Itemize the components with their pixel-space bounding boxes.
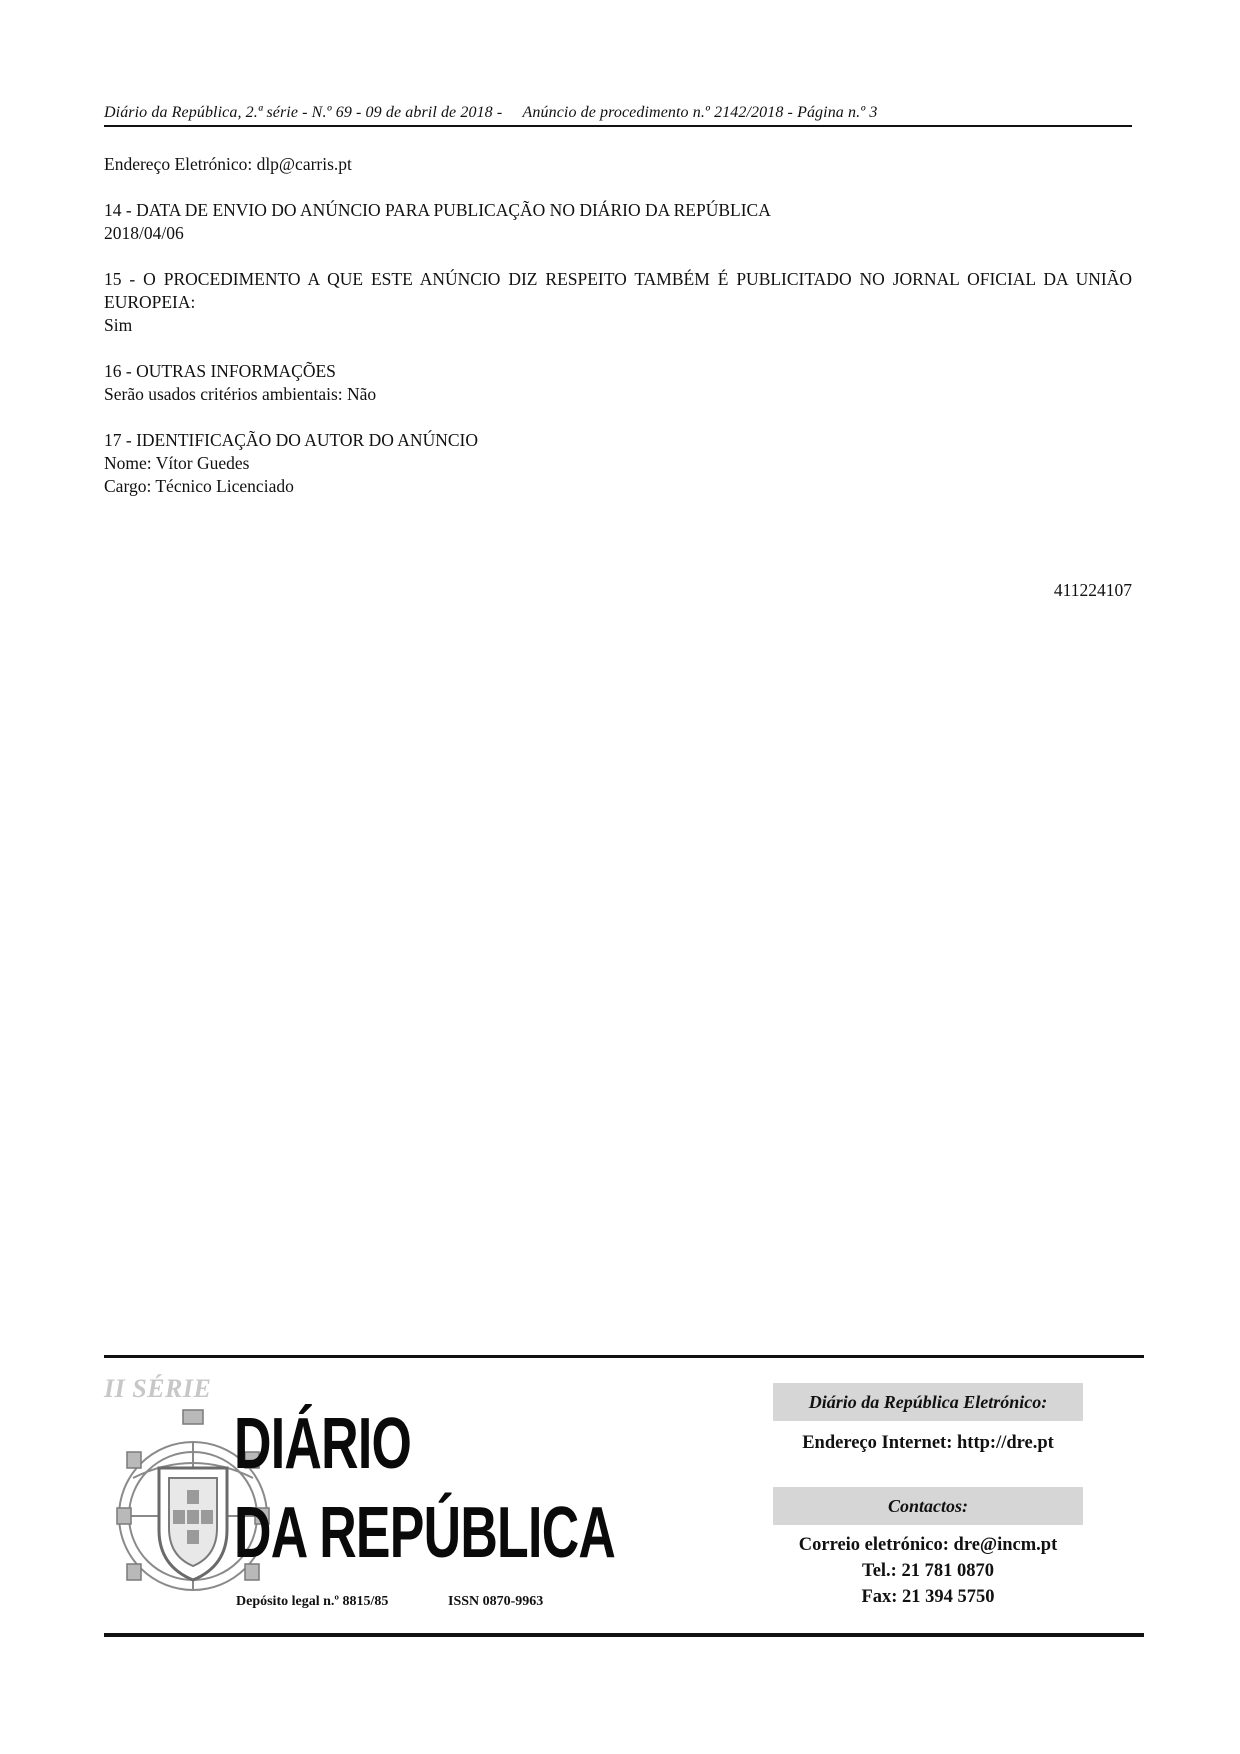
- contact-email: Correio eletrónico: dre@incm.pt: [798, 1535, 1058, 1555]
- section-16-value: Serão usados critérios ambientais: Não: [104, 384, 377, 404]
- section-16-title: 16 - OUTRAS INFORMAÇÕES: [104, 361, 336, 381]
- section-16: [104, 360, 1132, 406]
- section-17-role: Cargo: Técnico Licenciado: [104, 476, 294, 496]
- email-line: Endereço Eletrónico: dlp@carris.pt: [104, 154, 352, 174]
- section-14: [104, 199, 1132, 245]
- document-id: 411224107: [1053, 580, 1132, 600]
- footer-rule-bottom: [104, 1633, 1144, 1637]
- dre-label-box: Diário da República Eletrónico:: [773, 1383, 1083, 1421]
- section-15-title: 15 - O PROCEDIMENTO A QUE ESTE ANÚNCIO DIZ RESPEITO TAMBÉM É PUBLICITADO NO JORNAL OFICIAL DA UNIÃO EUROPEIA:: [104, 269, 1132, 312]
- serie-label: II SÉRIE: [104, 1374, 212, 1403]
- contacts-label-box: Contactos:: [773, 1487, 1083, 1525]
- footer-rule-top: [104, 1355, 1144, 1358]
- section-14-title: 14 - DATA DE ENVIO DO ANÚNCIO PARA PUBLICAÇÃO NO DIÁRIO DA REPÚBLICA: [104, 200, 771, 220]
- deposito-legal: Depósito legal n.º 8815/85: [236, 1594, 389, 1609]
- masthead-line-1: DIÁRIO: [234, 1404, 412, 1484]
- section-17: [104, 429, 1132, 498]
- internet-address: Endereço Internet: http://dre.pt: [802, 1433, 1054, 1453]
- section-15-value: Sim: [104, 315, 133, 335]
- masthead-line-2: DA REPÚBLICA: [234, 1493, 616, 1573]
- section-17-name: Nome: Vítor Guedes: [104, 453, 250, 473]
- section-17-title: 17 - IDENTIFICAÇÃO DO AUTOR DO ANÚNCIO: [104, 430, 478, 450]
- running-header: [104, 104, 1132, 122]
- notice-body: [104, 153, 1132, 498]
- section-15: [104, 268, 1132, 337]
- header-publication: Diário da República, 2.ª série - N.º 69 - 09 de abril de 2018 -: [104, 104, 503, 121]
- header-rule: [104, 125, 1132, 127]
- contact-fax: Fax: 21 394 5750: [861, 1587, 995, 1607]
- contact-phone: Tel.: 21 781 0870: [862, 1561, 994, 1581]
- issn: ISSN 0870-9963: [448, 1594, 544, 1609]
- section-14-value: 2018/04/06: [104, 223, 184, 243]
- header-notice: Anúncio de procedimento n.º 2142/2018 - Página n.º 3: [522, 104, 878, 121]
